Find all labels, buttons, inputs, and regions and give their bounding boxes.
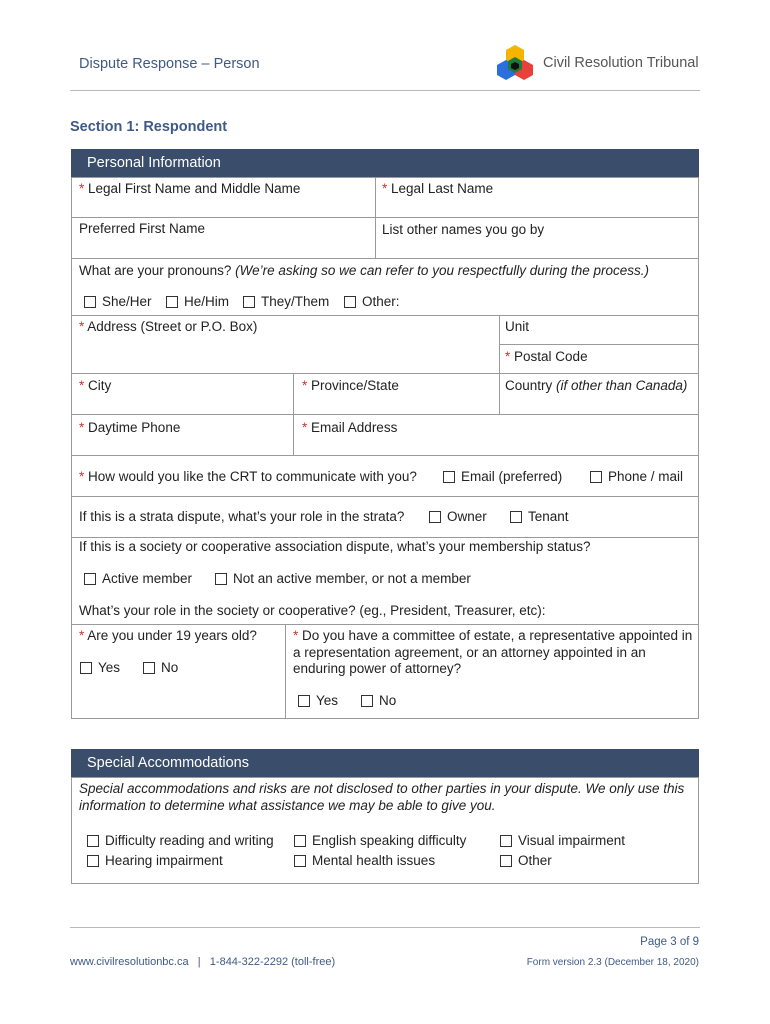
- hexagon-cluster-logo: [495, 44, 535, 84]
- brand-name: Civil Resolution Tribunal: [543, 55, 699, 71]
- divider: [71, 537, 699, 538]
- pronoun-checkbox[interactable]: [243, 296, 255, 308]
- under19-question: * Are you under 19 years old?: [79, 628, 257, 643]
- strata-option: Tenant: [528, 509, 569, 524]
- form-title: Dispute Response – Person: [79, 56, 260, 72]
- daytime-phone-label: * Daytime Phone: [79, 420, 181, 435]
- communicate-checkbox[interactable]: [443, 471, 455, 483]
- pronouns-question: What are your pronouns? (We’re asking so we can refer to you respectfully during the process.): [79, 263, 650, 278]
- form-version: Form version 2.3 (December 18, 2020): [526, 957, 699, 968]
- personal-info-heading: Personal Information: [71, 149, 699, 177]
- pronoun-option: She/Her: [102, 294, 152, 309]
- country-label: Country (if other than Canada): [505, 378, 688, 393]
- section-title: Section 1: Respondent: [70, 119, 228, 135]
- province-label: * Province/State: [302, 378, 399, 393]
- committee-checkbox[interactable]: [361, 695, 373, 707]
- pronoun-option: They/Them: [261, 294, 330, 309]
- pronoun-option: Other:: [362, 294, 400, 309]
- divider: [293, 373, 294, 455]
- footer-contact[interactable]: www.civilresolutionbc.ca | 1-844-322-2292 (toll-free): [70, 956, 336, 968]
- accommodation-checkbox[interactable]: [87, 855, 99, 867]
- society-role-question: What’s your role in the society or cooperative? (eg., President, Treasurer, etc):: [79, 603, 546, 618]
- communicate-question: * How would you like the CRT to communicate with you?: [79, 469, 417, 484]
- committee-question: * Do you have a committee of estate, a representative appointed in a representation agreement, or an attorney appointed in an enduring power of attorney?: [293, 628, 693, 676]
- under19-option: No: [161, 660, 179, 675]
- strata-option: Owner: [447, 509, 487, 524]
- divider: [71, 496, 699, 497]
- accommodations-note: Special accommodations and risks are not disclosed to other parties in your dispute. We only use this information to determine what assistance we may be able to give you.: [79, 781, 685, 813]
- email-address-label: * Email Address: [302, 420, 398, 435]
- society-checkbox[interactable]: [84, 573, 96, 585]
- under19-option: Yes: [98, 660, 121, 675]
- accommodation-option: Visual impairment: [518, 833, 626, 848]
- communicate-option: Email (preferred): [461, 469, 563, 484]
- pronoun-checkbox[interactable]: [344, 296, 356, 308]
- society-checkbox[interactable]: [215, 573, 227, 585]
- pronoun-checkbox[interactable]: [84, 296, 96, 308]
- address-label: * Address (Street or P.O. Box): [79, 319, 258, 334]
- society-question: If this is a society or cooperative association dispute, what’s your membership status?: [79, 539, 591, 554]
- divider: [71, 414, 699, 415]
- pronoun-checkbox[interactable]: [166, 296, 178, 308]
- accommodation-checkbox[interactable]: [87, 835, 99, 847]
- divider: [71, 315, 699, 316]
- divider: [499, 315, 500, 414]
- society-option: Active member: [102, 571, 193, 586]
- committee-option: Yes: [316, 693, 339, 708]
- communicate-checkbox[interactable]: [590, 471, 602, 483]
- page-number: Page 3 of 9: [640, 936, 699, 948]
- accommodation-option: Hearing impairment: [105, 853, 223, 868]
- accommodation-option: Other: [518, 853, 552, 868]
- legal-first-name-label: * Legal First Name and Middle Name: [79, 181, 301, 196]
- divider: [375, 177, 376, 258]
- pronoun-option: He/Him: [184, 294, 230, 309]
- divider: [285, 624, 286, 719]
- strata-checkbox[interactable]: [510, 511, 522, 523]
- divider: [71, 258, 699, 259]
- accommodation-checkbox[interactable]: [500, 835, 512, 847]
- accommodation-checkbox[interactable]: [500, 855, 512, 867]
- divider: [499, 344, 699, 345]
- accommodation-option: Mental health issues: [312, 853, 436, 868]
- accommodation-checkbox[interactable]: [294, 855, 306, 867]
- accommodations-heading: Special Accommodations: [71, 749, 699, 777]
- other-names-label: List other names you go by: [382, 222, 545, 237]
- city-label: * City: [79, 378, 112, 393]
- postal-code-label: * Postal Code: [505, 349, 588, 364]
- committee-option: No: [379, 693, 397, 708]
- footer-divider: [70, 927, 700, 928]
- divider: [71, 455, 699, 456]
- committee-checkbox[interactable]: [298, 695, 310, 707]
- legal-last-name-label: * Legal Last Name: [382, 181, 494, 196]
- unit-label: Unit: [505, 319, 530, 334]
- society-option: Not an active member, or not a member: [233, 571, 471, 586]
- preferred-first-name-label: Preferred First Name: [79, 221, 206, 236]
- under19-checkbox[interactable]: [80, 662, 92, 674]
- under19-checkbox[interactable]: [143, 662, 155, 674]
- accommodation-checkbox[interactable]: [294, 835, 306, 847]
- communicate-option: Phone / mail: [608, 469, 684, 484]
- divider: [71, 624, 699, 625]
- accommodation-option: English speaking difficulty: [312, 833, 467, 848]
- strata-checkbox[interactable]: [429, 511, 441, 523]
- strata-question: If this is a strata dispute, what’s your role in the strata?: [79, 509, 405, 524]
- divider: [71, 217, 699, 218]
- header-divider: [70, 90, 700, 91]
- accommodation-option: Difficulty reading and writing: [105, 833, 274, 848]
- divider: [71, 373, 699, 374]
